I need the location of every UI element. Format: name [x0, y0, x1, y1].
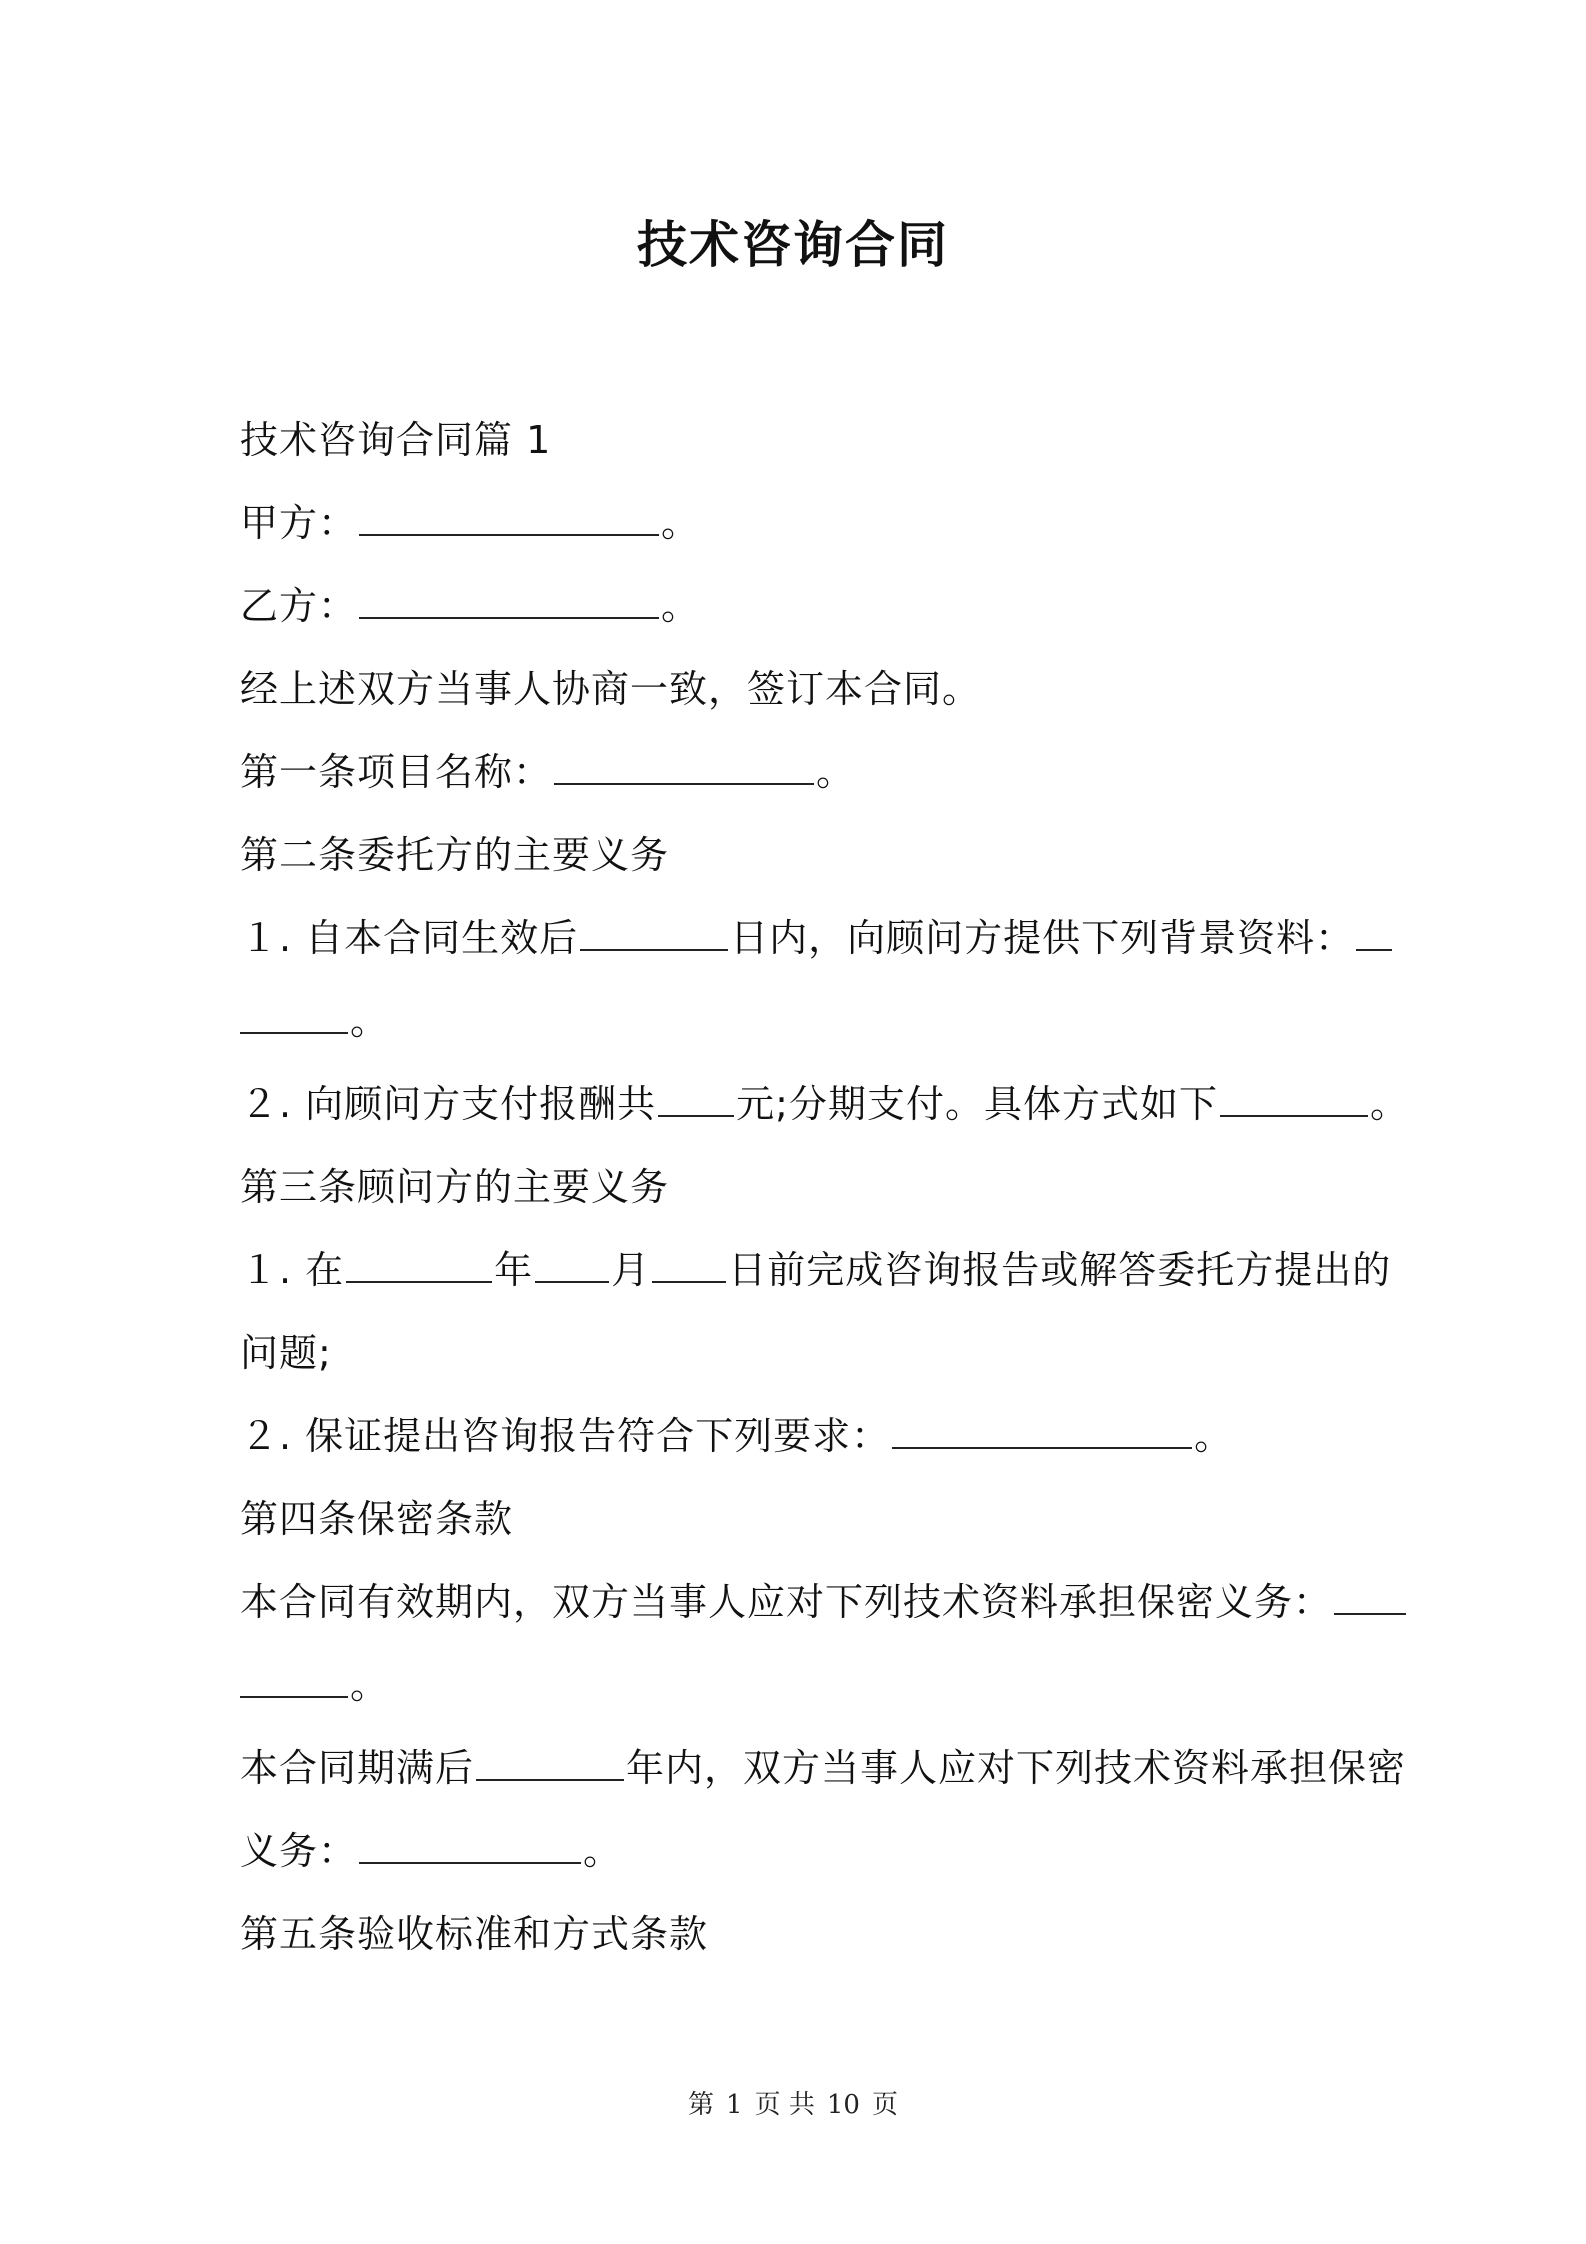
party-a-blank — [359, 496, 659, 536]
payment-amount-blank — [658, 1077, 734, 1117]
payment-method-blank — [1220, 1077, 1368, 1117]
article-3-item-1-cont: 问题; — [240, 1331, 332, 1375]
page-number: 1 — [726, 2090, 743, 2120]
month-blank — [535, 1243, 609, 1283]
confidentiality-during-term-cont: 。 — [240, 1655, 389, 1715]
article-2-heading: 第二条委托方的主要义务 — [240, 833, 670, 877]
confidentiality-after-term-cont: 义务： 。 — [240, 1821, 622, 1881]
years-after-blank — [476, 1741, 624, 1781]
materials-blank-start — [1356, 911, 1392, 951]
party-b-line: 乙方： 。 — [240, 576, 700, 636]
agreement-statement: 经上述双方当事人协商一致，签订本合同。 — [240, 667, 982, 711]
page-footer: 第 1 页 共 10 页 — [688, 2090, 898, 2120]
confidential-materials-blank-end — [240, 1658, 348, 1698]
day-blank — [652, 1243, 726, 1283]
article-2-item-1: １. 自本合同生效后 日内，向顾问方提供下列背景资料： — [240, 908, 1394, 968]
days-blank — [580, 911, 728, 951]
article-3-heading: 第三条顾问方的主要义务 — [240, 1165, 670, 1209]
document-title: 技术咨询合同 — [637, 216, 949, 274]
confidentiality-after-term: 本合同期满后 年内，双方当事人应对下列技术资料承担保密 — [240, 1738, 1406, 1798]
article-2-item-1-cont: 。 — [240, 991, 389, 1051]
party-a-line: 甲方： 。 — [240, 493, 700, 553]
project-name-blank — [554, 745, 814, 785]
total-pages: 10 — [826, 2090, 860, 2120]
party-b-blank — [359, 579, 659, 619]
article-2-item-2: ２. 向顾问方支付报酬共 元;分期支付。具体方式如下 。 — [240, 1074, 1409, 1134]
article-3-item-2: ２. 保证提出咨询报告符合下列要求： 。 — [240, 1406, 1233, 1466]
obligation-blank — [359, 1824, 581, 1864]
section-heading-1: 技术咨询合同篇 1 — [240, 418, 552, 462]
article-4-heading: 第四条保密条款 — [240, 1497, 514, 1541]
article-5-heading: 第五条验收标准和方式条款 — [240, 1912, 709, 1956]
confidentiality-during-term: 本合同有效期内，双方当事人应对下列技术资料承担保密义务： — [240, 1572, 1408, 1632]
requirements-blank — [892, 1409, 1192, 1449]
year-blank — [346, 1243, 492, 1283]
confidential-materials-blank-start — [1334, 1575, 1406, 1615]
article-3-item-1: １. 在 年 月 日前完成咨询报告或解答委托方提出的 — [240, 1240, 1391, 1300]
article-1-line: 第一条项目名称： 。 — [240, 742, 855, 802]
materials-blank-end — [240, 994, 348, 1034]
